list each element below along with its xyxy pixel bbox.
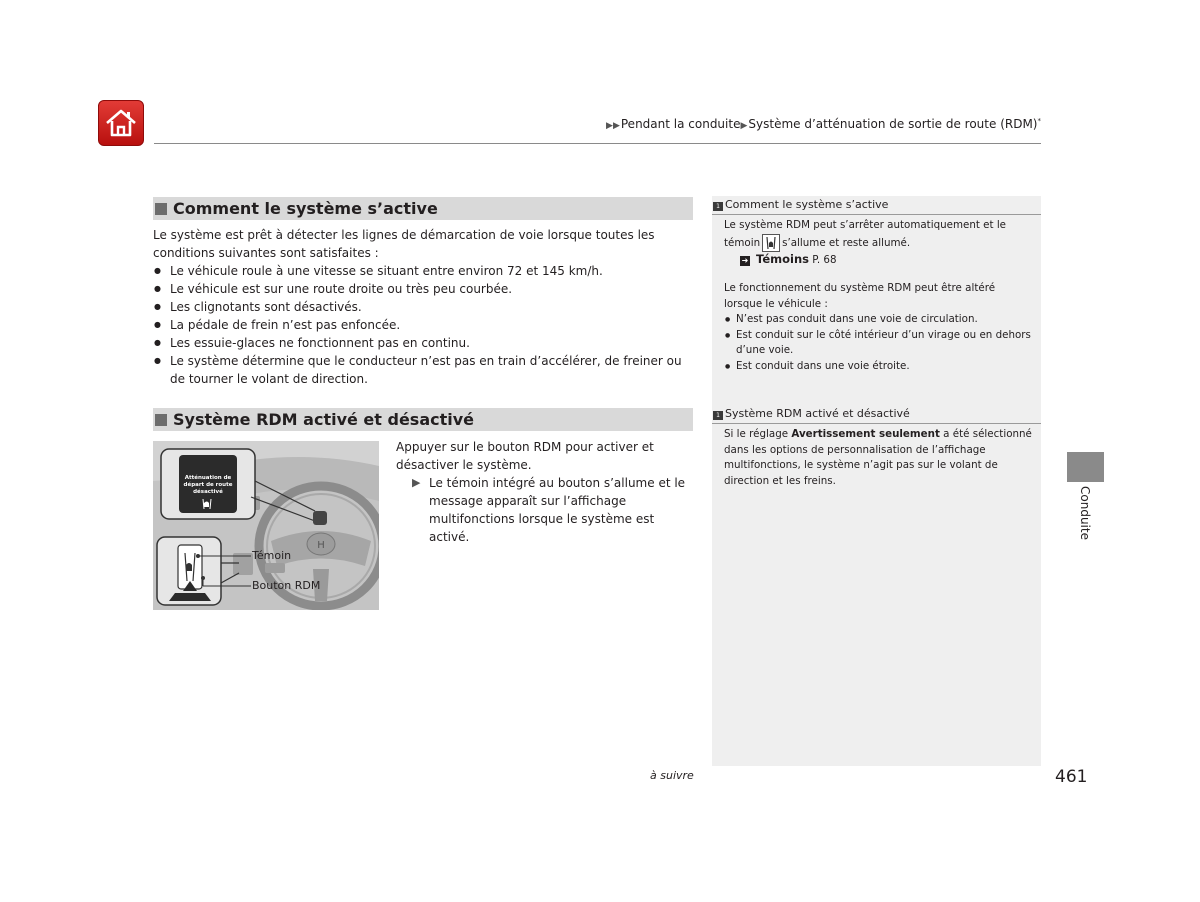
xref-arrow-icon: ➜ xyxy=(741,255,749,265)
note-text-part: s’allume et reste allumé. xyxy=(782,236,911,249)
note-bullet: ● N’est pas conduit dans une voie de circulation. xyxy=(724,312,1034,328)
condition-item: ● Le système détermine que le conducteur n’est pas en train d’accélérer, de freiner ou de tourner le volant de direction. xyxy=(153,352,693,388)
sidebar-note-heading xyxy=(712,406,1041,424)
xref-link[interactable] xyxy=(724,252,1034,269)
note-text-part: a été sélectionné dans les options de personnalisation de l’affichage multifonctions, le système n’agit pas sur le volant de direction et les freins. xyxy=(724,428,1032,487)
sidebar-note-heading xyxy=(712,197,1041,215)
breadcrumb-part-1[interactable]: Pendant la conduite xyxy=(620,117,741,131)
sidebar-note-body xyxy=(724,218,1034,374)
on-off-note-text: Le témoin intégré au bouton s’allume et le message apparaît sur l’affichage multifonctions lorsque le système est activé. xyxy=(429,476,686,544)
screen-message-line: départ de route xyxy=(183,482,233,488)
section-marker-icon xyxy=(155,203,167,215)
section-marker-icon xyxy=(155,414,167,426)
sidebar-note-body xyxy=(724,427,1034,489)
condition-item: ● Le véhicule est sur une route droite ou très peu courbée. xyxy=(153,280,693,298)
label-indicator: Témoin xyxy=(252,549,292,562)
section-heading-on-off xyxy=(153,408,693,431)
dashboard-illustration xyxy=(153,441,379,610)
note-arrow-icon: ▶ xyxy=(412,476,421,489)
chapter-tab-label[interactable]: Conduite xyxy=(1078,486,1092,540)
screen-message-line: Atténuation de xyxy=(184,475,232,481)
breadcrumb-arrow-icon: ▶ xyxy=(740,121,748,131)
sidebar-note-title: Système RDM activé et désactivé xyxy=(725,407,910,420)
label-rdm-button: Bouton RDM xyxy=(252,579,321,592)
on-off-instruction: Appuyer sur le bouton RDM pour activer et désactiver le système. xyxy=(396,440,654,472)
condition-item: ● La pédale de frein n’est pas enfoncée. xyxy=(153,316,693,334)
conditions-intro: Le système est prêt à détecter les lignes de démarcation de voie lorsque toutes les conditions suivantes sont satisfaites : xyxy=(153,228,655,260)
note-ref-icon: 1 xyxy=(713,411,723,420)
continued-label: à suivre xyxy=(650,769,694,782)
page-number: 461 xyxy=(1055,767,1088,787)
conditions-list xyxy=(153,262,693,388)
note-text xyxy=(724,427,1034,489)
note-ref-icon: 1 xyxy=(713,202,723,211)
condition-item: ● Le véhicule roule à une vitesse se situant entre environ 72 et 145 km/h. xyxy=(153,262,693,280)
chapter-tab[interactable] xyxy=(1067,452,1104,482)
note-text-part: Si le réglage xyxy=(724,428,789,440)
note-bullet: ● Est conduit dans une voie étroite. xyxy=(724,359,1034,375)
condition-item: ● Les clignotants sont désactivés. xyxy=(153,298,693,316)
note-text xyxy=(724,218,1034,252)
home-icon xyxy=(104,108,138,138)
note-text-2: Le fonctionnement du système RDM peut être altéré lorsque le véhicule : xyxy=(724,282,996,310)
header-divider xyxy=(154,143,1041,144)
screen-message xyxy=(179,475,237,496)
note-bullet: ● Est conduit sur le côté intérieur d’un virage ou en dehors d’une voie. xyxy=(724,328,1034,359)
screen-message-line: désactivé xyxy=(193,489,223,495)
note-text-part: Le système RDM peut s’arrêter automatiquement et le témoin xyxy=(724,219,1007,249)
svg-text:H: H xyxy=(317,540,325,551)
condition-item: ● Les essuie-glaces ne fonctionnent pas en continu. xyxy=(153,334,693,352)
optional-equipment-mark: * xyxy=(1037,117,1041,125)
setting-name: Avertissement seulement xyxy=(791,428,940,440)
xref-label: Témoins xyxy=(756,251,809,266)
home-button[interactable] xyxy=(98,100,144,146)
breadcrumb xyxy=(606,117,1041,131)
section-title: Comment le système s’active xyxy=(173,199,438,218)
xref-page: P. 68 xyxy=(812,253,837,266)
breadcrumb-arrow-icon: ▶▶ xyxy=(606,121,620,131)
section-activation-body xyxy=(153,226,693,388)
on-off-note xyxy=(396,474,686,546)
section-on-off-body xyxy=(396,438,686,546)
note-bullet-list xyxy=(724,312,1034,374)
breadcrumb-part-2[interactable]: Système d’atténuation de sortie de route (RDM) xyxy=(748,117,1038,131)
section-heading-activation xyxy=(153,197,693,220)
sidebar-note-title: Comment le système s’active xyxy=(725,198,889,211)
section-title: Système RDM activé et désactivé xyxy=(173,410,475,429)
lane-departure-icon xyxy=(762,234,780,252)
